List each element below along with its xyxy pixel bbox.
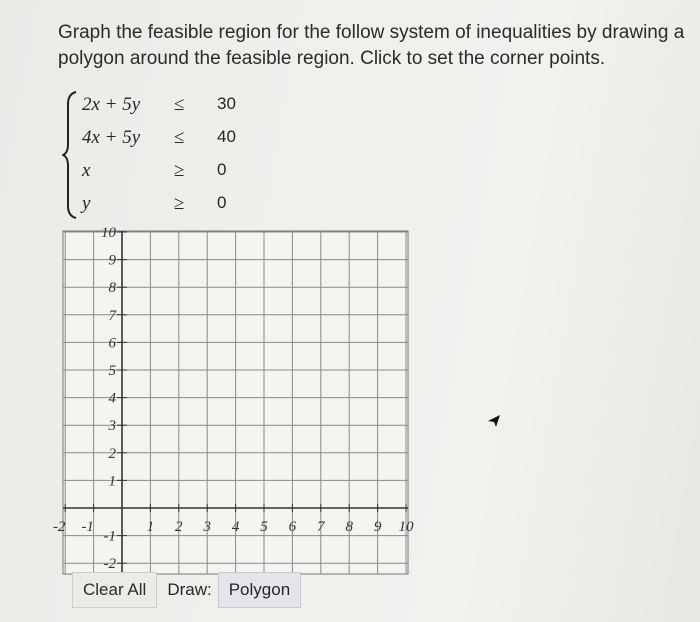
inequality-relation: ≤: [174, 94, 185, 115]
x-tick-label: 8: [345, 519, 353, 535]
inequality-relation: ≥: [174, 193, 185, 214]
mouse-pointer-icon: [486, 413, 502, 429]
draw-mode-label: Draw:: [167, 580, 212, 599]
x-tick-label: 10: [398, 519, 414, 535]
y-tick-label: 3: [108, 418, 116, 435]
x-tick-label: -1: [81, 519, 94, 535]
y-tick-label: 9: [108, 252, 116, 269]
y-tick-label: 10: [101, 225, 116, 241]
x-tick-label: -2: [52, 519, 66, 535]
inequality-rhs: 30: [217, 94, 236, 113]
x-tick-label: 3: [203, 519, 211, 535]
y-tick-label: -1: [103, 528, 116, 545]
x-tick-label: 9: [373, 519, 382, 535]
y-tick-label: 5: [108, 363, 116, 379]
x-tick-label: 1: [146, 519, 155, 535]
y-tick-label: 4: [108, 390, 116, 407]
y-tick-label: 2: [108, 445, 116, 462]
inequality-lhs: x: [82, 160, 91, 181]
y-tick-label: 7: [108, 307, 116, 324]
y-tick-label: 6: [108, 335, 116, 352]
inequality-lhs: y: [82, 193, 91, 214]
inequality-rhs: 40: [217, 127, 236, 146]
x-tick-label: 7: [317, 519, 325, 535]
y-tick-label: 8: [108, 280, 116, 297]
y-tick-label: 1: [108, 473, 116, 490]
inequality-lhs: 4x + 5y: [82, 127, 141, 148]
x-tick-label: 5: [260, 519, 268, 535]
inequality-relation: ≤: [174, 127, 185, 148]
x-tick-label: 4: [231, 519, 240, 535]
question-prompt: Graph the feasible region for the follow system of inequalities by drawing a polygon around the feasible region. Click to set the corner points.: [58, 22, 685, 69]
x-tick-label: 6: [288, 519, 297, 535]
graph-toolbar: [72, 572, 301, 608]
y-tick-label: -2: [103, 556, 116, 573]
inequality-lhs: 2x + 5y: [82, 94, 141, 115]
inequality-relation: ≥: [174, 160, 185, 181]
clear-all-button[interactable]: Clear All: [72, 572, 157, 608]
inequality-rhs: 0: [217, 193, 227, 212]
inequality-rhs: 0: [217, 160, 227, 179]
draw-mode-select[interactable]: Polygon: [218, 572, 301, 608]
x-tick-label: 2: [175, 519, 183, 535]
